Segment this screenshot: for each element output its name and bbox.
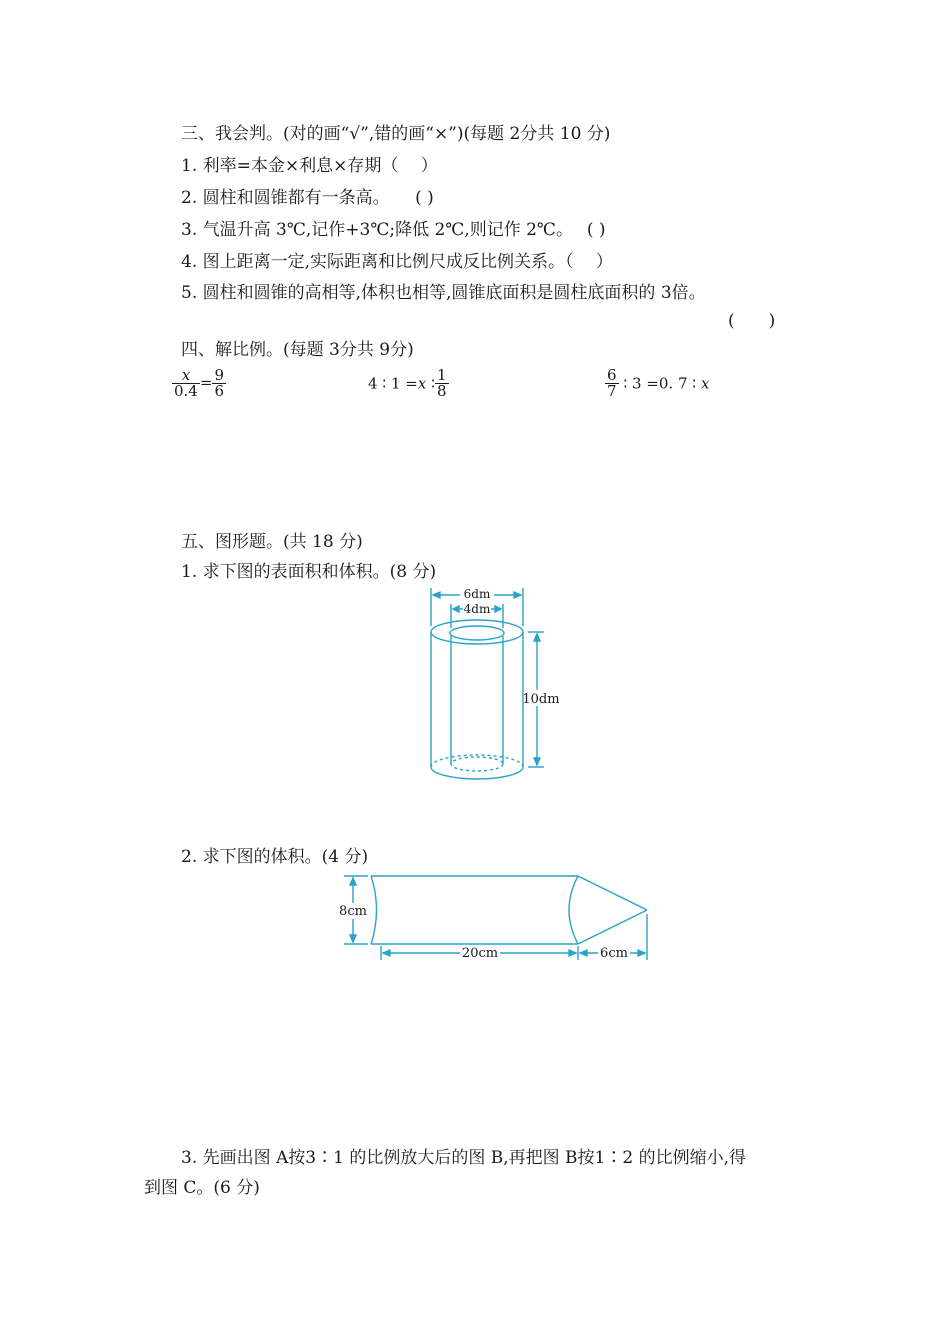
cylinder-length-label: 20cm (461, 946, 499, 961)
section5-title: 五、图形题。(共 18 分) (181, 532, 363, 552)
question-3-2: 2. 圆柱和圆锥都有一条高。 ( ) (181, 188, 434, 208)
figure2-height-label: 8cm (339, 904, 367, 919)
section4-title: 四、解比例。(每题 3分共 9分) (181, 340, 414, 360)
question-5-3-line1: 3. 先画出图 A按3∶1 的比例放大后的图 B,再把图 B按1∶2 的比例缩小,得 (181, 1148, 746, 1168)
question-3-5: 5. 圆柱和圆锥的高相等,体积也相等,圆锥底面积是圆柱底面积的 3倍。 (181, 283, 706, 303)
cone-length-label: 6cm (600, 946, 628, 961)
cylinder-height-label: 10dm (522, 692, 560, 707)
question-3-3: 3. 气温升高 3℃,记作+3℃;降低 2℃,则记作 2℃。 ( ) (181, 220, 606, 240)
equation-3: $\frac{6}{7}$ ∶ 3 =0. 7 ∶ x (607, 366, 710, 400)
inner-diameter-label: 4dm (463, 602, 491, 616)
question-5-1: 1. 求下图的表面积和体积。(8 分) (181, 562, 437, 582)
question-5-3-line2: 到图 C。(6 分) (144, 1178, 260, 1198)
equation-1: $\frac{x}{0.4}$ = $\frac{9}{6}$ (174, 366, 224, 400)
outer-diameter-label: 6dm (463, 587, 491, 601)
equation-2: 4 ∶ 1 =x ∶ $\frac{1}{8}$ (368, 366, 447, 400)
answer-bracket: ( ) (728, 311, 776, 331)
question-5-2: 2. 求下图的体积。(4 分) (181, 847, 369, 867)
question-3-4: 4. 图上距离一定,实际距离和比例尺成反比例关系。（ ） (181, 252, 613, 272)
question-3-1: 1. 利率=本金×利息×存期（ ） (181, 156, 438, 176)
section3-title: 三、我会判。(对的画“√”,错的画“×”)(每题 2分共 10 分) (181, 124, 611, 144)
